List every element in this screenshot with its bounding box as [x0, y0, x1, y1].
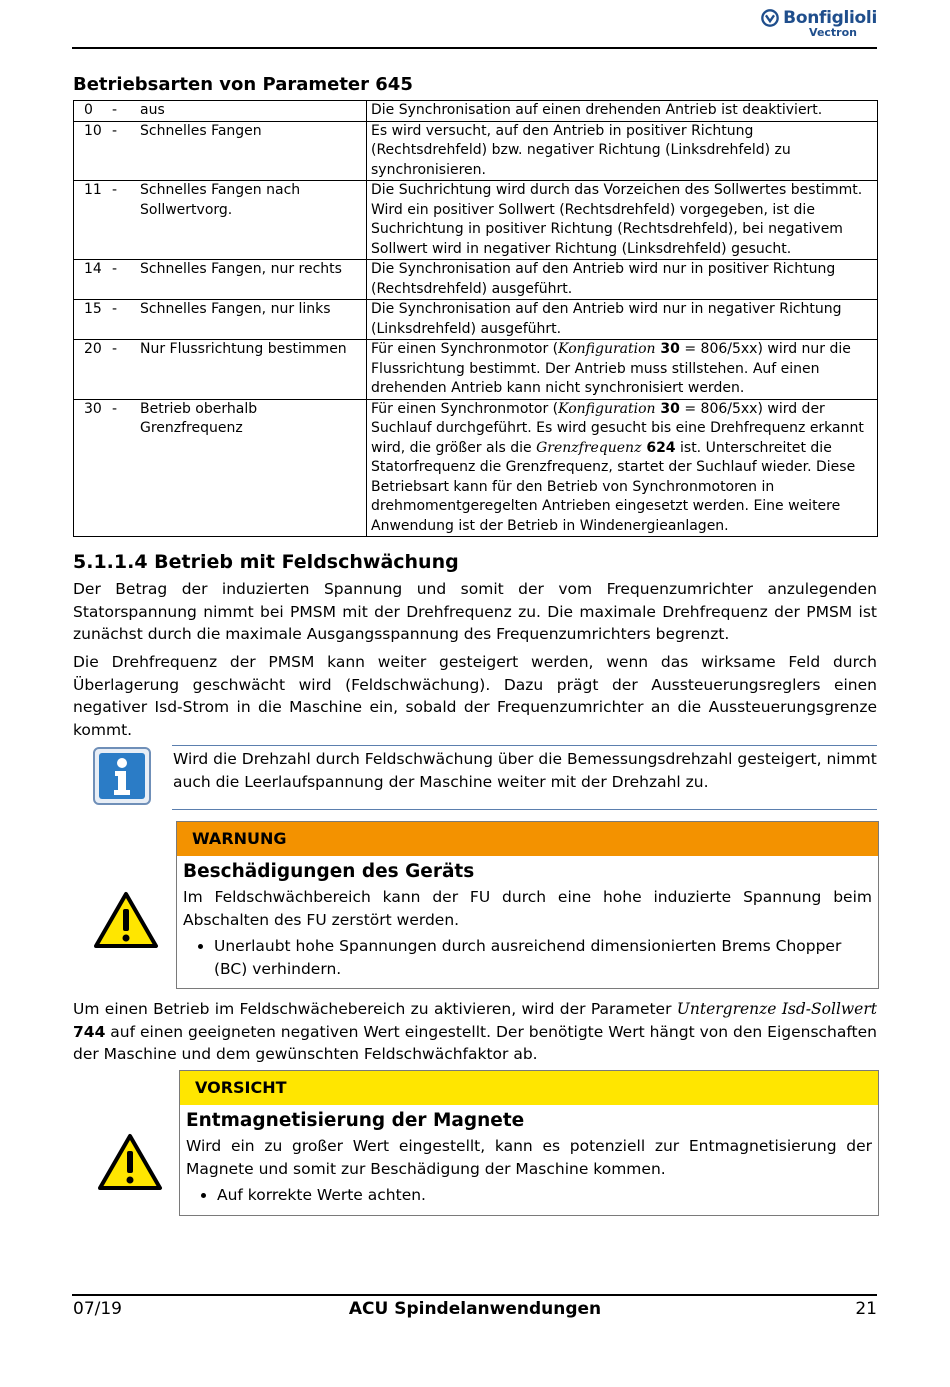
paragraph: Der Betrag der induzierten Spannung und somit der vom Frequenzumrichter anzulegenden Statorspannung nimmt bei PMSM mit der Drehfrequenz zu. Die maximale Drehfrequenz der PMSM ist zunächst durch die maximale Ausgangsspannung des Frequenzumrichters begrenzt.	[73, 580, 877, 643]
caution-box	[179, 1070, 879, 1216]
brand-subname: Vectron	[809, 26, 857, 39]
footer-rule	[72, 1294, 877, 1296]
row-label: aus	[140, 102, 165, 118]
row-number: 14	[84, 261, 102, 277]
warning-label: WARNUNG	[177, 822, 878, 856]
caution-label: VORSICHT	[180, 1071, 878, 1105]
row-label: Schnelles Fangen, nur rechts	[140, 261, 342, 277]
row-label: Betrieb oberhalb Grenzfrequenz	[140, 400, 258, 436]
table-row	[74, 399, 878, 537]
row-description: Die Synchronisation auf den Antrieb wird nur in negativer Richtung (Linksdrehfeld) ausgeführt.	[367, 300, 878, 340]
table-row	[74, 340, 878, 400]
caution-text: Wird ein zu großer Wert eingestellt, kann es potenziell zur Entmagnetisierung der Magnete und somit zur Beschädigung der Maschine kommen.	[186, 1137, 872, 1178]
section-title: Betriebsarten von Parameter 645	[73, 74, 413, 95]
row-number: 20	[84, 341, 102, 357]
footer-title: ACU Spindelanwendungen	[348, 1299, 602, 1319]
brand-logo	[755, 8, 877, 48]
parameter-number: 744	[73, 1022, 106, 1041]
info-top-rule	[172, 745, 877, 746]
parameter-name: Konfiguration	[558, 400, 656, 417]
row-label: Schnelles Fangen	[140, 122, 262, 139]
caution-bullet: • Auf korrekte Werte achten.	[217, 1184, 878, 1207]
row-description: Für einen Synchronmotor (Konfiguration 30 = 806/5xx) wird nur die Flussrichtung bestimmt. Der Antrieb muss stillstehen. Auf einen drehenden Antrieb kann nicht synchronisiert werden.	[367, 340, 878, 400]
row-number: 10	[84, 122, 102, 139]
info-note: Wird die Drehzahl durch Feldschwächung über die Bemessungsdrehzahl gesteigert, nimmt auch die Leerlaufspannung der Maschine weiter mit der Drehzahl zu.	[173, 750, 877, 791]
parameter-name: Untergrenze Isd-Sollwert	[676, 1000, 877, 1018]
page-number: 21	[855, 1299, 877, 1319]
info-icon	[93, 747, 151, 805]
row-number: 11	[84, 182, 102, 198]
brand-name: Bonfiglioli	[783, 8, 877, 28]
parameter-number: 30	[655, 341, 680, 357]
row-dash: -	[112, 341, 118, 357]
caution-title: Entmagnetisierung der Magnete	[186, 1110, 525, 1131]
row-description: Die Suchrichtung wird durch das Vorzeichen des Sollwertes bestimmt. Wird ein positiver Sollwert (Rechtsdrehfeld) vorgegeben, ist die Suchrichtung in positiver Richtung (Rechtsdrehfeld), bei negativem Sollwert wird in negativer Richtung (Linksdrehfeld) gesucht.	[367, 181, 878, 260]
info-bottom-rule	[172, 809, 877, 810]
row-label: Schnelles Fangen, nur links	[140, 301, 331, 317]
footer-date: 07/19	[73, 1299, 122, 1319]
row-number: 15	[84, 301, 102, 317]
row-dash: -	[112, 261, 118, 277]
warning-title: Beschädigungen des Geräts	[183, 861, 475, 882]
row-dash: -	[112, 182, 118, 198]
warning-triangle-icon	[93, 891, 159, 949]
subsection-title: 5.1.1.4 Betrieb mit Feldschwächung	[73, 551, 459, 573]
parameter-number: 624	[641, 439, 676, 456]
parameter-table	[73, 100, 878, 537]
parameter-name: Konfiguration	[558, 341, 656, 357]
caution-list	[180, 1184, 878, 1207]
row-number: 30	[84, 400, 102, 417]
table-row	[74, 181, 878, 260]
row-dash: -	[112, 400, 118, 417]
row-number: 0	[84, 102, 93, 118]
row-description: Es wird versucht, auf den Antrieb in positiver Richtung (Rechtsdrehfeld) bzw. negativer Richtung (Linksdrehfeld) zu synchronisieren.	[367, 121, 878, 181]
paragraph: Die Drehfrequenz der PMSM kann weiter gesteigert werden, wenn das wirksame Feld durch Überlagerung geschwächt wird (Feldschwächung). Dazu prägt der Aussteuerungsreglers einen negativer Isd-Strom in die Maschine ein, sobald der Frequenzumrichter an die Aussteuerungsgrenze kommt.	[73, 653, 877, 739]
table-row	[74, 300, 878, 340]
warning-bullet: • Unerlaubt hohe Spannungen durch ausreichend dimensionierten Brems Chopper (BC) verhindern.	[214, 935, 878, 980]
row-label: Schnelles Fangen nach Sollwertvorg.	[140, 182, 301, 218]
warning-list	[177, 935, 878, 980]
row-description: Die Synchronisation auf einen drehenden Antrieb ist deaktiviert.	[367, 101, 878, 122]
table-row	[74, 101, 878, 122]
row-dash: -	[112, 102, 118, 118]
row-description: Die Synchronisation auf den Antrieb wird nur in positiver Richtung (Rechtsdrehfeld) ausgeführt.	[367, 260, 878, 300]
caution-triangle-icon	[97, 1133, 163, 1191]
row-label: Nur Flussrichtung bestimmen	[140, 341, 347, 357]
header-rule	[72, 47, 877, 49]
parameter-name: Grenzfrequenz	[536, 439, 642, 456]
row-dash: -	[112, 301, 118, 317]
table-row	[74, 121, 878, 181]
parameter-number: 30	[655, 400, 680, 417]
warning-box	[176, 821, 879, 989]
row-description: Für einen Synchronmotor (Konfiguration 30 = 806/5xx) wird der Suchlauf durchgeführt. Es wird gesucht bis eine Drehfrequenz erkannt wird, die größer als die Grenzfrequenz 624 ist. Unterschreitet die Statorfrequenz die Grenzfrequenz, startet der Suchlauf wieder. Diese Betriebsart kann für den Betrieb von Synchronmotoren in drehmomentgeregelten Antrieben eingesetzt werden. Eine weitere Anwendung ist der Betrieb in Windenergieanlagen.	[367, 399, 878, 537]
paragraph: Um einen Betrieb im Feldschwächebereich zu aktivieren, wird der Parameter Untergrenze Isd-Sollwert 744 auf einen geeigneten negativen Wert eingestellt. Der benötigte Wert hängt von den Eigenschaften der Maschine und dem gewünschten Feldschwächfaktor ab.	[73, 1000, 877, 1063]
warning-text: Im Feldschwächbereich kann der FU durch eine hohe induzierte Spannung beim Abschalten des FU zerstört werden.	[183, 888, 872, 929]
table-row	[74, 260, 878, 300]
bonfiglioli-logo-icon	[761, 9, 779, 27]
row-dash: -	[112, 122, 118, 139]
